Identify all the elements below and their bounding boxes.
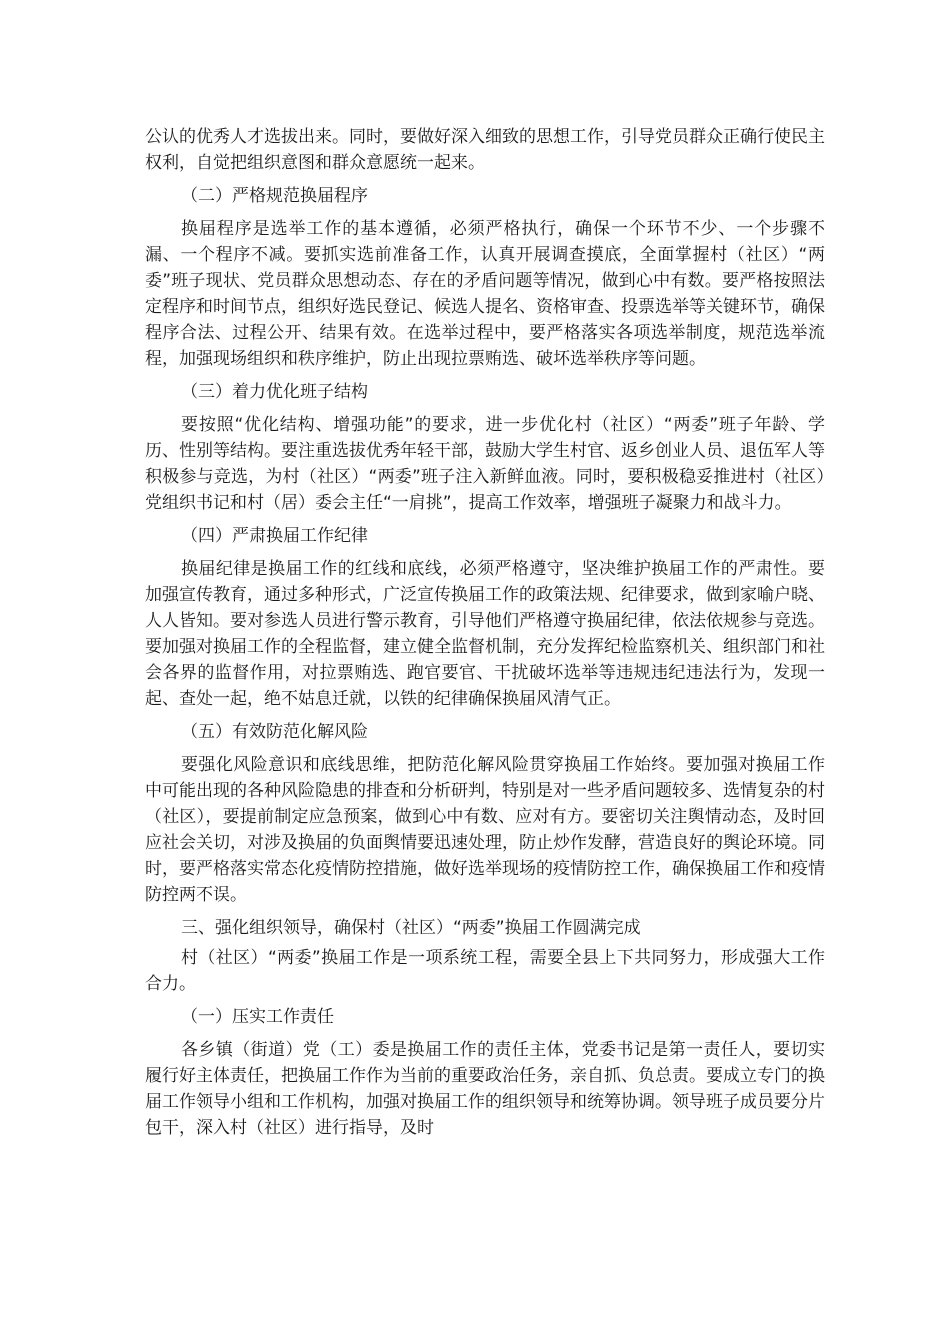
- section-heading-1: （一）压实工作责任: [181, 1007, 334, 1027]
- paragraph-risk: 要强化风险意识和底线思维，把防范化解风险贯穿换届工作始终。要加强对换届工作中可能出现的各种风险隐患的排查和分析研判，特别是对一些矛盾问题较多、选情复杂的村（社区），要提前制定应急预案，做到心中有数、应对有方。要密切关注舆情动态，及时回应社会关切，对涉及换届的负面舆情要迅速处理，防止炒作发酵，营造良好的舆论环境。同时，要严格落实常态化疫情防控措施，做好选举现场的疫情防控工作，确保换届工作和疫情防控两不误。: [145, 755, 825, 905]
- section-heading-4: （四）严肃换届工作纪律: [181, 526, 368, 546]
- paragraph-chapter-intro: 村（社区）“两委”换届工作是一项系统工程，需要全县上下共同努力，形成强大工作合力。: [145, 948, 825, 994]
- paragraph-election-procedure: 换届程序是选举工作的基本遵循，必须严格执行，确保一个环节不少、一个步骤不漏、一个程序不减。要抓实选前准备工作，认真开展调查摸底，全面掌握村（社区）“两委”班子现状、党员群众思想动态、存在的矛盾问题等情况，做到心中有数。要严格按照法定程序和时间节点，组织好选民登记、候选人提名、资格审查、投票选举等关键环节，确保程序合法、过程公开、结果有效。在选举过程中，要严格落实各项选举制度，规范选举流程，加强现场组织和秩序维护，防止出现拉票贿选、破坏选举秩序等问题。: [145, 219, 825, 369]
- paragraph-discipline: 换届纪律是换届工作的红线和底线，必须严格遵守，坚决维护换届工作的严肃性。要加强宣传教育，通过多种形式，广泛宣传换届工作的政策法规、纪律要求，做到家喻户晓、人人皆知。要对参选人员进行警示教育，引导他们严格遵守换届纪律，依法依规参与竞选。要加强对换届工作的全程监督，建立健全监督机制，充分发挥纪检监察机关、组织部门和社会各界的监督作用，对拉票贿选、跑官要官、干扰破坏选举等违规违纪违法行为，发现一起、查处一起，绝不姑息迁就，以铁的纪律确保换届风清气正。: [145, 559, 825, 709]
- chapter-heading-3: 三、强化组织领导，确保村（社区）“两委”换届工作圆满完成: [181, 918, 641, 938]
- document-body: [145, 124, 825, 1141]
- paragraph-continuation: 公认的优秀人才选拔出来。同时，要做好深入细致的思想工作，引导党员群众正确行使民主权利，自觉把组织意图和群众意愿统一起来。: [145, 127, 825, 173]
- paragraph-team-structure: 要按照“优化结构、增强功能”的要求，进一步优化村（社区）“两委”班子年龄、学历、性别等结构。要注重选拔优秀年轻干部，鼓励大学生村官、返乡创业人员、退伍军人等积极参与竞选，为村（社区）“两委”班子注入新鲜血液。同时，要积极稳妥推进村（社区）党组织书记和村（居）委会主任“一肩挑”，提高工作效率，增强班子凝聚力和战斗力。: [145, 415, 825, 513]
- section-heading-2: （二）严格规范换届程序: [181, 186, 368, 206]
- section-heading-5: （五）有效防范化解风险: [181, 722, 368, 742]
- paragraph-responsibility: 各乡镇（街道）党（工）委是换届工作的责任主体，党委书记是第一责任人，要切实履行好主体责任，把换届工作作为当前的重要政治任务，亲自抓、负总责。要成立专门的换届工作领导小组和工作机构，加强对换届工作的组织领导和统筹协调。领导班子成员要分片包干，深入村（社区）进行指导，及时: [145, 1040, 825, 1138]
- section-heading-3: （三）着力优化班子结构: [181, 382, 368, 402]
